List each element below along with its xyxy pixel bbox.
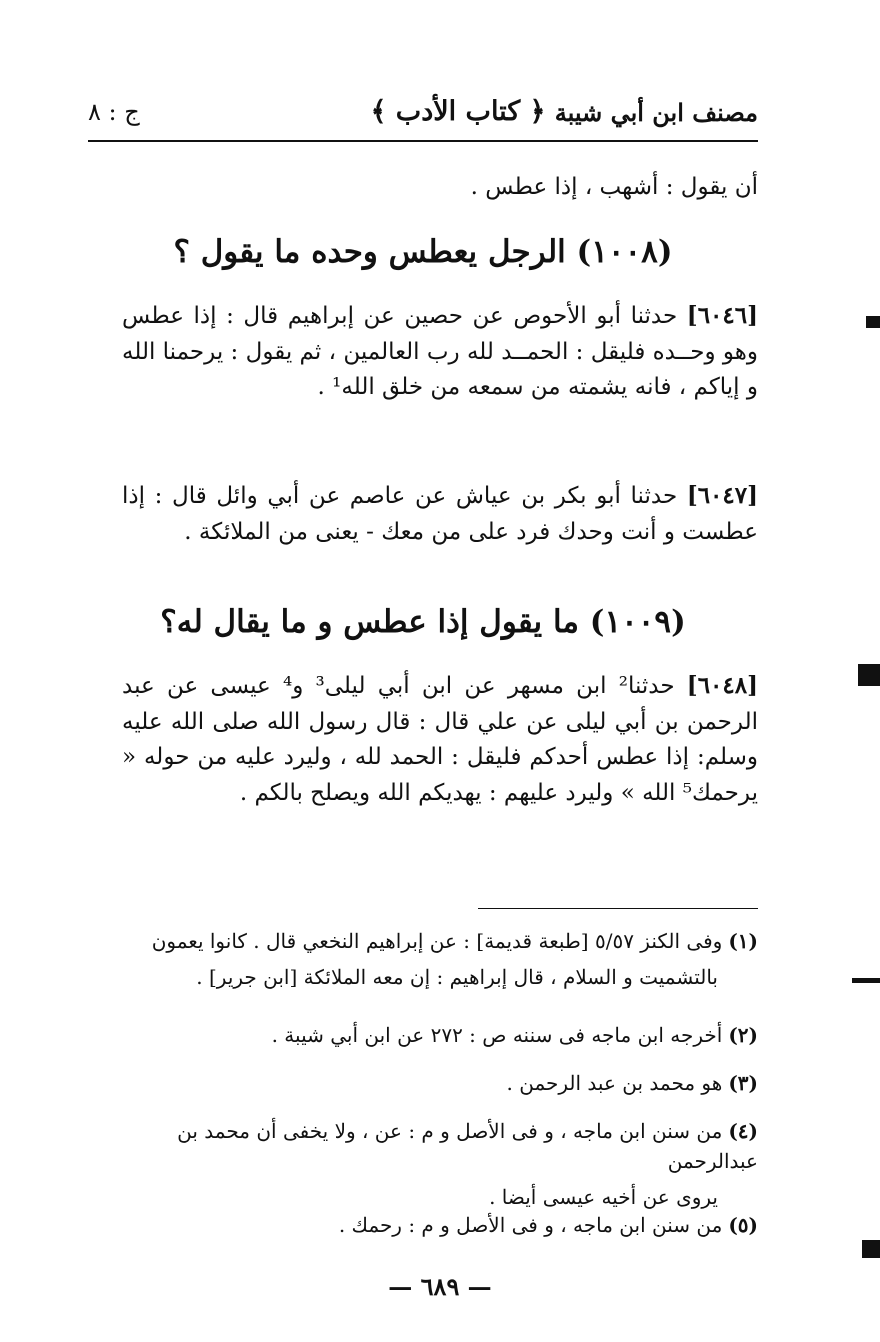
footnote-continuation: يروى عن أخيه عيسى أيضا .: [489, 1185, 718, 1209]
footnote-text: من سنن ابن ماجه ، و فى الأصل و م : رحمك .: [338, 1213, 723, 1237]
footnote-mark: (٤): [728, 1119, 758, 1143]
footnote-mark: (٣): [728, 1071, 758, 1095]
chapter-title: ﴿ كتاب الأدب ﴾: [370, 96, 546, 127]
footnote-mark: (٥): [728, 1213, 758, 1237]
scan-edge-mark: [858, 664, 880, 686]
scan-edge-mark: [862, 1240, 880, 1258]
footnote-text: هو محمد بن عبد الرحمن .: [506, 1071, 723, 1095]
running-header: [88, 96, 758, 140]
hadith-number: [٦٠٤٦]: [686, 302, 758, 329]
hadith-number: [٦٠٤٧]: [686, 482, 759, 509]
footnote-text: من سنن ابن ماجه ، و فى الأصل و م : عن ، ولا يخفى أن محمد بن عبدالرحمن: [177, 1119, 758, 1173]
hadith-6046: [122, 298, 758, 406]
volume-label: ج : ٨: [88, 98, 140, 126]
page-number: — ٦٨٩ —: [388, 1272, 492, 1301]
hadith-text: حدثنا أبو الأحوص عن حصين عن إبراهيم قال : إذا عطس وهو وحــده فليقل : الحمــد لله رب العالمين ، ثم يقول : يرحمنا الله و إياكم ، فانه يشمته من سمعه من خلق الله¹ .: [122, 303, 758, 401]
footnote-5: [98, 1210, 758, 1240]
hadith-6047: [122, 478, 758, 550]
hadith-6048: [122, 668, 758, 812]
hadith-text: حدثنا² ابن مسهر عن ابن أبي ليلى³ و⁴ عيسى عن عبد الرحمن بن أبي ليلى عن علي قال : قال رسول الله صلى الله عليه وسلم: إذا عطس أحدكم فليقل : الحمد لله ، وليرد عليه من حوله « يرحمك⁵ الله » وليرد عليهم : يهديكم الله ويصلح بالكم .: [122, 673, 758, 806]
scan-edge-mark: [866, 316, 880, 328]
footnote-4: [98, 1116, 758, 1212]
section-title-1008: (١٠٠٨) الرجل يعطس وحده ما يقول ؟: [173, 234, 673, 270]
footnote-mark: (٢): [728, 1023, 758, 1047]
hadith-number: [٦٠٤٨]: [686, 672, 758, 699]
scan-edge-mark: [852, 978, 880, 983]
footnote-rule: [478, 908, 758, 909]
footnote-2: [98, 1020, 758, 1050]
header-rule: [88, 140, 758, 142]
book-title: مصنف ابن أبي شيبة: [554, 98, 758, 127]
footnote-continuation: بالتشميت و السلام ، قال إبراهيم : إن معه الملائكة [ابن جرير] .: [196, 965, 718, 989]
footnote-3: [98, 1068, 758, 1098]
intro-line: أن يقول : أشهب ، إذا عطس .: [470, 174, 758, 200]
section-title-1009: (١٠٠٩) ما يقول إذا عطس و ما يقال له؟: [160, 604, 686, 640]
footnote-mark: (١): [728, 929, 758, 953]
hadith-text: حدثنا أبو بكر بن عياش عن عاصم عن أبي وائل قال : إذا عطست و أنت وحدك فرد على من معك - يعنى من الملائكة .: [122, 483, 758, 545]
footnote-text: أخرجه ابن ماجه فى سننه ص : ٢٧٢ عن ابن أبي شيبة .: [271, 1023, 723, 1047]
footnote-text: وفى الكنز ٥/٥٧ [طبعة قديمة] : عن إبراهيم النخعي قال . كانوا يعمون: [151, 929, 723, 953]
footnote-1: [98, 926, 758, 992]
